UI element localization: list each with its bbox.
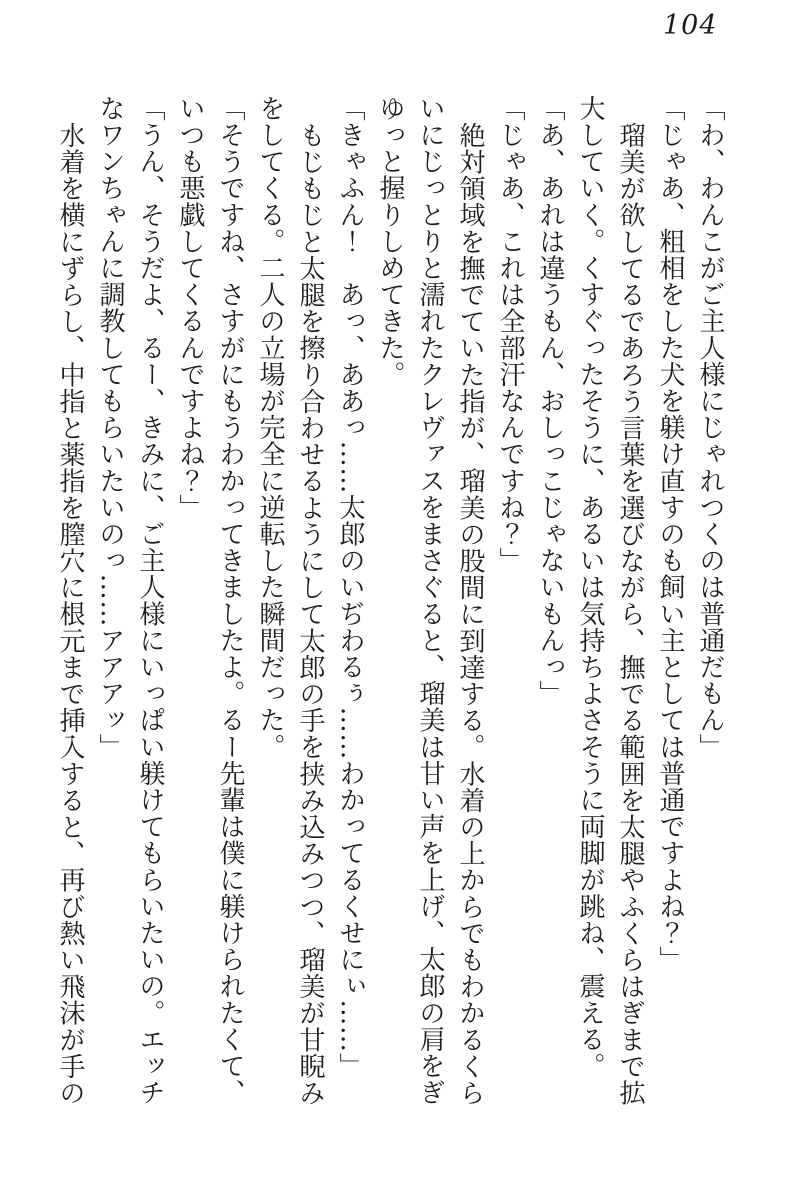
text-line: 水着を横にずらし、中指と薬指を膣穴に根元まで挿入すると、再び熱い飛沫が手の (55, 122, 85, 1107)
text-line: いつも悪戯してくるんですよね？」 (175, 95, 205, 521)
text-line: 「きゃふん！ あっ、ああっ……太郎のいぢわるぅ……わかってるくせにぃ……」 (335, 95, 365, 1080)
page-number: 104 (663, 10, 718, 41)
text-line: 「わ、わんこがご主人様にじゃれつくのは普通だもん」 (695, 95, 725, 760)
text-line: をしてくる。二人の立場が完全に逆転した瞬間だった。 (255, 95, 285, 760)
text-line: なワンちゃんに調教してもらいたいのっ……アアアッ」 (95, 95, 125, 760)
text-line: 「うん、そうだよ、るー、きみに、ご主人様にいっぱい躾けてもらいたいの。エッチ (135, 95, 165, 1106)
vertical-text-block (50, 95, 730, 1140)
text-line: 「じゃあ、粗相をした犬を躾け直すのも飼い主としては普通ですよね？」 (655, 95, 685, 973)
text-line: 「あ、あれは違うもん、おしっこじゃないもんっ」 (535, 95, 565, 707)
text-line: 絶対領域を撫でていた指が、瑠美の股間に到達する。水着の上からでもわかるくら (455, 122, 485, 1107)
text-line: 大していく。くすぐったそうに、あるいは気持ちよさそうに両脚が跳ね、震える。 (575, 95, 605, 1080)
text-line: いにじっとりと濡れたクレヴァスをまさぐると、瑠美は甘い声を上げ、太郎の肩をぎ (415, 95, 445, 1106)
text-line: 「そうですね、さすがにもうわかってきましたよ。るー先輩は僕に躾けられたくて、 (215, 95, 245, 1106)
text-line: 瑠美が欲してるであろう言葉を選びながら、撫でる範囲を太腿やふくらはぎまで拡 (615, 122, 645, 1107)
text-line: ゆっと握りしめてきた。 (375, 95, 405, 388)
text-line: 「じゃあ、これは全部汗なんですね？」 (495, 95, 525, 574)
text-line: もじもじと太腿を擦り合わせるようにして太郎の手を挟み込みつつ、瑠美が甘睨み (295, 122, 325, 1107)
